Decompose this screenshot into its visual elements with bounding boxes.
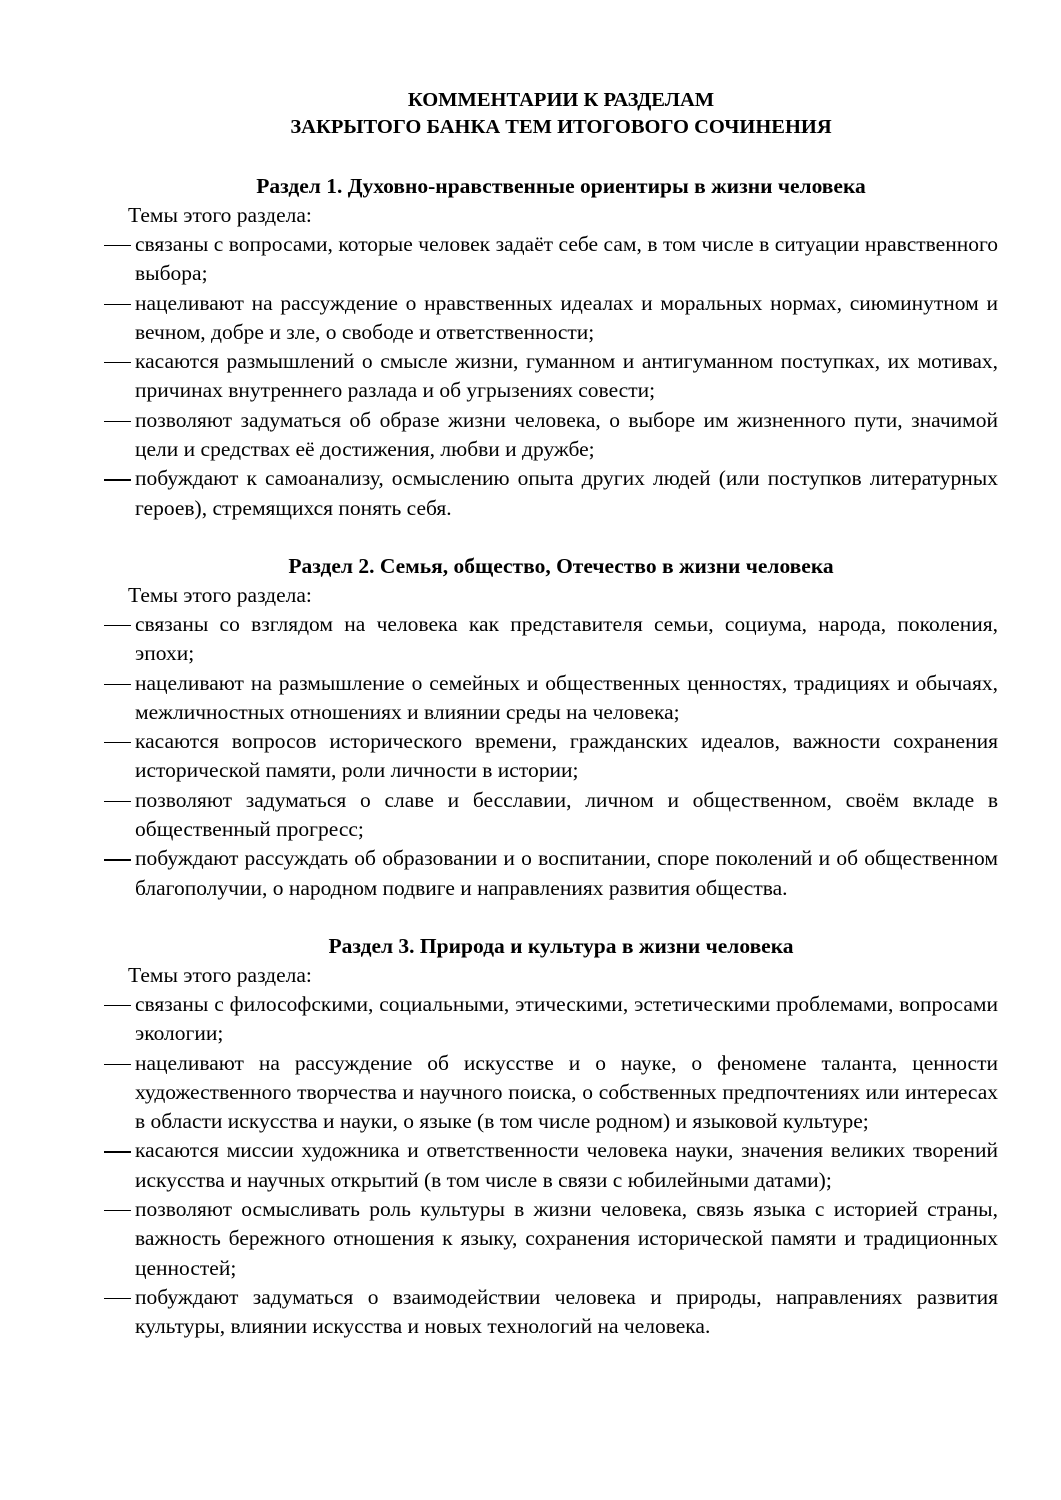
list-item bbox=[104, 727, 998, 786]
list-item-text: касаются вопросов исторического времени, гражданских идеалов, важности сохранения исторической памяти, роли личности в истории; bbox=[135, 729, 998, 783]
section-item-list bbox=[104, 610, 998, 903]
section-heading: Раздел 1. Духовно-нравственные ориентиры в жизни человека bbox=[256, 174, 866, 198]
document-title-line: ЗАКРЫТОГО БАНКА ТЕМ ИТОГОВОГО СОЧИНЕНИЯ bbox=[290, 116, 832, 138]
list-item bbox=[104, 669, 998, 728]
section-heading: Раздел 3. Природа и культура в жизни человека bbox=[328, 933, 794, 958]
section-2 bbox=[104, 552, 998, 903]
list-item-text: нацеливают на размышление о семейных и общественных ценностях, традициях и обычаях, межличностных отношениях и влиянии среды на человека; bbox=[135, 670, 998, 724]
list-item-text: позволяют задуматься об образе жизни человека, о выборе им жизненного пути, значимой цели и средствах её достижения, любви и дружбе; bbox=[135, 407, 998, 462]
list-item bbox=[104, 406, 998, 465]
list-item bbox=[104, 230, 998, 289]
section-1 bbox=[104, 172, 998, 523]
section-item-list bbox=[104, 230, 998, 523]
list-item-text: связаны со взглядом на человека как представителя семьи, социума, народа, поколения, эпохи; bbox=[135, 611, 998, 666]
list-item bbox=[104, 610, 998, 669]
list-item-text: связаны с вопросами, которые человек задаёт себе сам, в том числе в ситуации нравственного выбора; bbox=[135, 232, 998, 286]
section-intro: Темы этого раздела: bbox=[128, 962, 312, 987]
list-item-text: связаны с философскими, социальными, этическими, эстетическими проблемами, вопросами экологии; bbox=[135, 991, 998, 1046]
list-item-text: побуждают рассуждать об образовании и о воспитании, споре поколений и об общественном благополучии, о народном подвиге и направлениях развития общества. bbox=[135, 846, 998, 900]
list-item bbox=[104, 786, 998, 845]
list-item-text: касаются размышлений о смысле жизни, гуманном и антигуманном поступках, их мотивах, причинах внутреннего разлада и об угрызениях совести; bbox=[135, 349, 998, 403]
document-page bbox=[104, 87, 998, 1342]
section-intro: Темы этого раздела: bbox=[128, 203, 312, 227]
list-item-text: касаются миссии художника и ответственности человека науки, значения великих творений искусства и научных открытий (в том числе в связи с юбилейными датами); bbox=[135, 1138, 998, 1192]
list-item-text: побуждают к самоанализу, осмыслению опыта других людей (или поступков литературных героев), стремящихся понять себя. bbox=[135, 466, 998, 520]
list-item-text: нацеливают на рассуждение о нравственных идеалах и моральных нормах, сиюминутном и вечном, добре и зле, о свободе и ответственности; bbox=[135, 290, 998, 344]
list-item-text: нацеливают на рассуждение об искусстве и о науке, о феномене таланта, ценности художественного творчества и научного поиска, о собственных предпочтениях или интересах в области искусства и науки, о языке (в том числе родном) и языковой культуре; bbox=[135, 1050, 998, 1134]
list-item bbox=[104, 347, 998, 406]
list-item-text: побуждают задуматься о взаимодействии человека и природы, направлениях развития культуры, влиянии искусства и новых технологий на человека. bbox=[135, 1284, 998, 1339]
list-item bbox=[104, 289, 998, 348]
list-item-text: позволяют осмысливать роль культуры в жизни человека, связь языка с историей страны, важность бережного отношения к языку, сохранения исторической памяти и традиционных ценностей; bbox=[135, 1197, 998, 1280]
list-item bbox=[104, 844, 998, 903]
list-item bbox=[104, 464, 998, 523]
list-item bbox=[104, 1195, 998, 1283]
section-item-list bbox=[104, 990, 998, 1342]
list-item bbox=[104, 990, 998, 1049]
section-intro: Темы этого раздела: bbox=[128, 582, 312, 607]
section-3 bbox=[104, 932, 998, 1342]
section-heading: Раздел 2. Семья, общество, Отечество в жизни человека bbox=[288, 553, 834, 578]
list-item bbox=[104, 1049, 998, 1137]
list-item bbox=[104, 1283, 998, 1342]
document-title-line: КОММЕНТАРИИ К РАЗДЕЛАМ bbox=[407, 89, 715, 111]
list-item bbox=[104, 1136, 998, 1195]
document-title bbox=[104, 87, 998, 141]
list-item-text: позволяют задуматься о славе и бесславии, личном и общественном, своём вкладе в общественный прогресс; bbox=[135, 787, 998, 842]
